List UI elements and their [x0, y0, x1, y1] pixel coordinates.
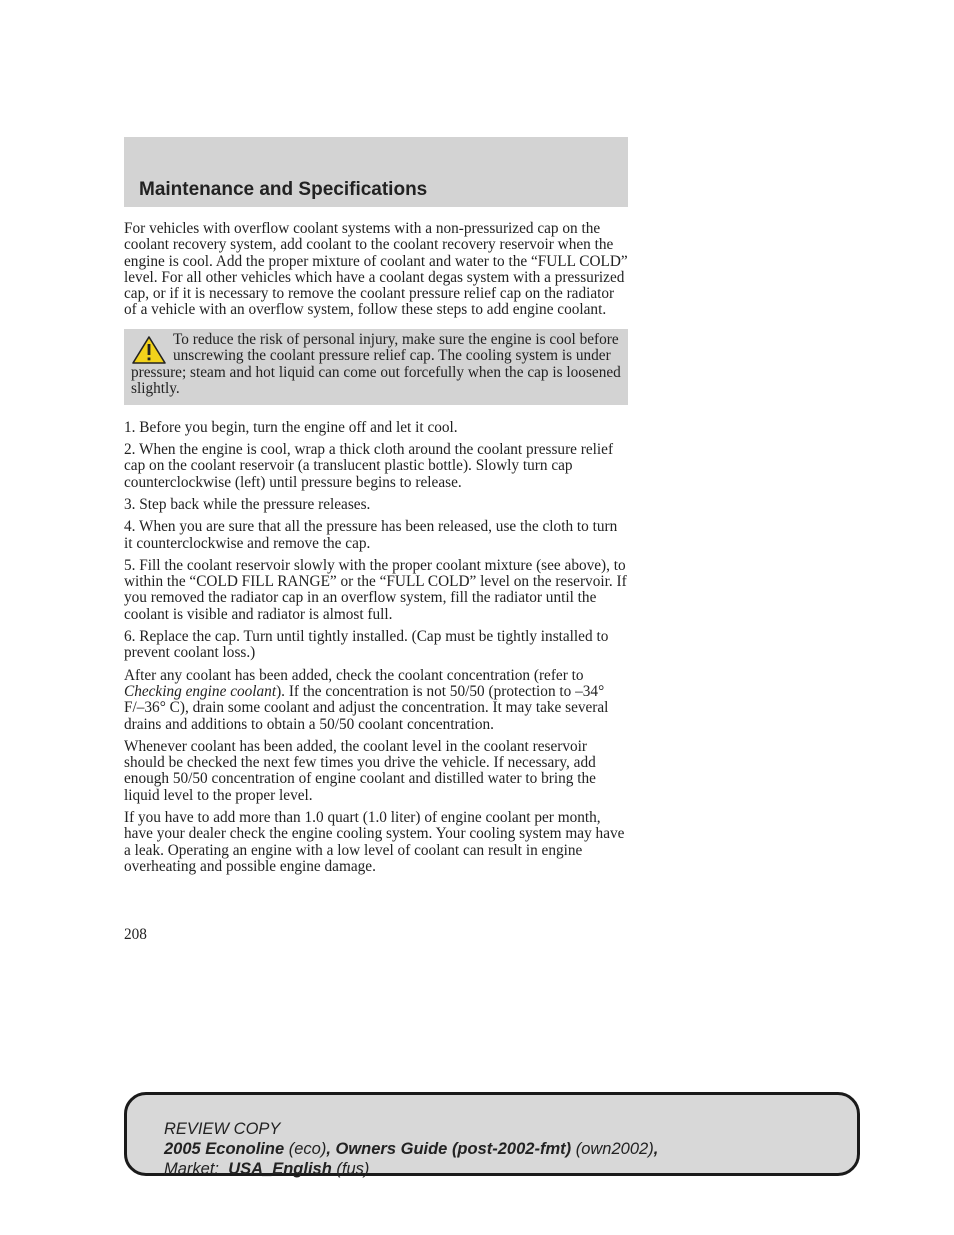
footer-sep-1: ,	[326, 1140, 336, 1158]
footer-text	[164, 1119, 658, 1179]
footer-guide-line	[164, 1139, 658, 1159]
footer-model-code: (eco)	[288, 1140, 327, 1158]
step-3: 3. Step back while the pressure releases.	[124, 495, 371, 513]
after-text-start: After any coolant has been added, check the coolant concentration (refer to	[124, 666, 584, 684]
review-copy-footer	[124, 1092, 860, 1176]
section-header	[124, 137, 628, 207]
footer-review-label: REVIEW COPY	[164, 1120, 281, 1138]
step-4: 4. When you are sure that all the pressure has been released, use the cloth to turn it counterclockwise and remove the cap.	[124, 518, 618, 552]
section-title: Maintenance and Specifications	[139, 179, 428, 200]
step-5: 5. Fill the coolant reservoir slowly with the proper coolant mixture (see above), to within the “COLD FILL RANGE” or the “FULL COLD” level on the reservoir. If you removed the radiator cap in an overflow system, fill the radiator until the coolant is visible and radiator is almost full.	[124, 556, 627, 623]
warning-box	[124, 329, 628, 405]
page-content	[124, 221, 628, 881]
footer-sep-2: ,	[653, 1140, 659, 1158]
step-6: 6. Replace the cap. Turn until tightly installed. (Cap must be tightly installed to prevent coolant loss.)	[124, 628, 609, 662]
warning-triangle-icon	[131, 335, 167, 365]
warning-text: To reduce the risk of personal injury, make sure the engine is cool before unscrewing the coolant pressure relief cap. The cooling system is under pressure; steam and hot liquid can come out forcefully when the cap is loosened slightly.	[131, 330, 621, 398]
intro-paragraph: For vehicles with overflow coolant systems with a non-pressurized cap on the coolant recovery system, add coolant to the coolant recovery reservoir when the engine is cool. Add the proper mixture of coolant and water to the “FULL COLD” level. For all other vehicles which have a coolant degas system with a pressurized cap, or if it is necessary to remove the coolant pressure relief cap on the radiator of a vehicle with an overflow system, follow these steps to add engine coolant.	[124, 220, 628, 319]
coolant-leak-paragraph: If you have to add more than 1.0 quart (1.0 liter) of engine coolant per month, have your dealer check the engine cooling system. Your cooling system may have a leak. Operating an engine with a low level of coolant can result in engine overheating and possible engine damage.	[124, 809, 625, 875]
footer-model: 2005 Econoline	[164, 1140, 285, 1158]
footer-guide-code: (own2002)	[575, 1140, 654, 1158]
footer-market-label: Market:	[164, 1160, 220, 1178]
page-number: 208	[124, 926, 147, 943]
after-paragraph	[124, 668, 628, 733]
cross-reference: Checking engine coolant	[124, 682, 277, 700]
coolant-level-paragraph: Whenever coolant has been added, the coolant level in the coolant reservoir should be checked the next few times you drive the vehicle. If necessary, add enough 50/50 concentration of engine coolant and distilled water to bring the liquid level to the proper level.	[124, 737, 596, 804]
step-2: 2. When the engine is cool, wrap a thick cloth around the coolant pressure relief cap on the coolant reservoir (a translucent plastic bottle). Slowly turn cap counterclockwise (left) until pressure begins to release.	[124, 441, 614, 491]
footer-market: USA_English	[228, 1160, 332, 1178]
footer-market-line	[164, 1159, 658, 1179]
after-text-end: ). If the concentration is not 50/50 (protection to –34° F/–36° C), drain some coolant and adjust the concentration. It may take several drains and additions to obtain a 50/50 coolant concentration.	[124, 682, 609, 733]
step-1: 1. Before you begin, turn the engine off and let it cool.	[124, 418, 458, 436]
footer-market-code: (fus)	[336, 1160, 370, 1178]
footer-guide: Owners Guide (post-2002-fmt)	[335, 1140, 572, 1158]
